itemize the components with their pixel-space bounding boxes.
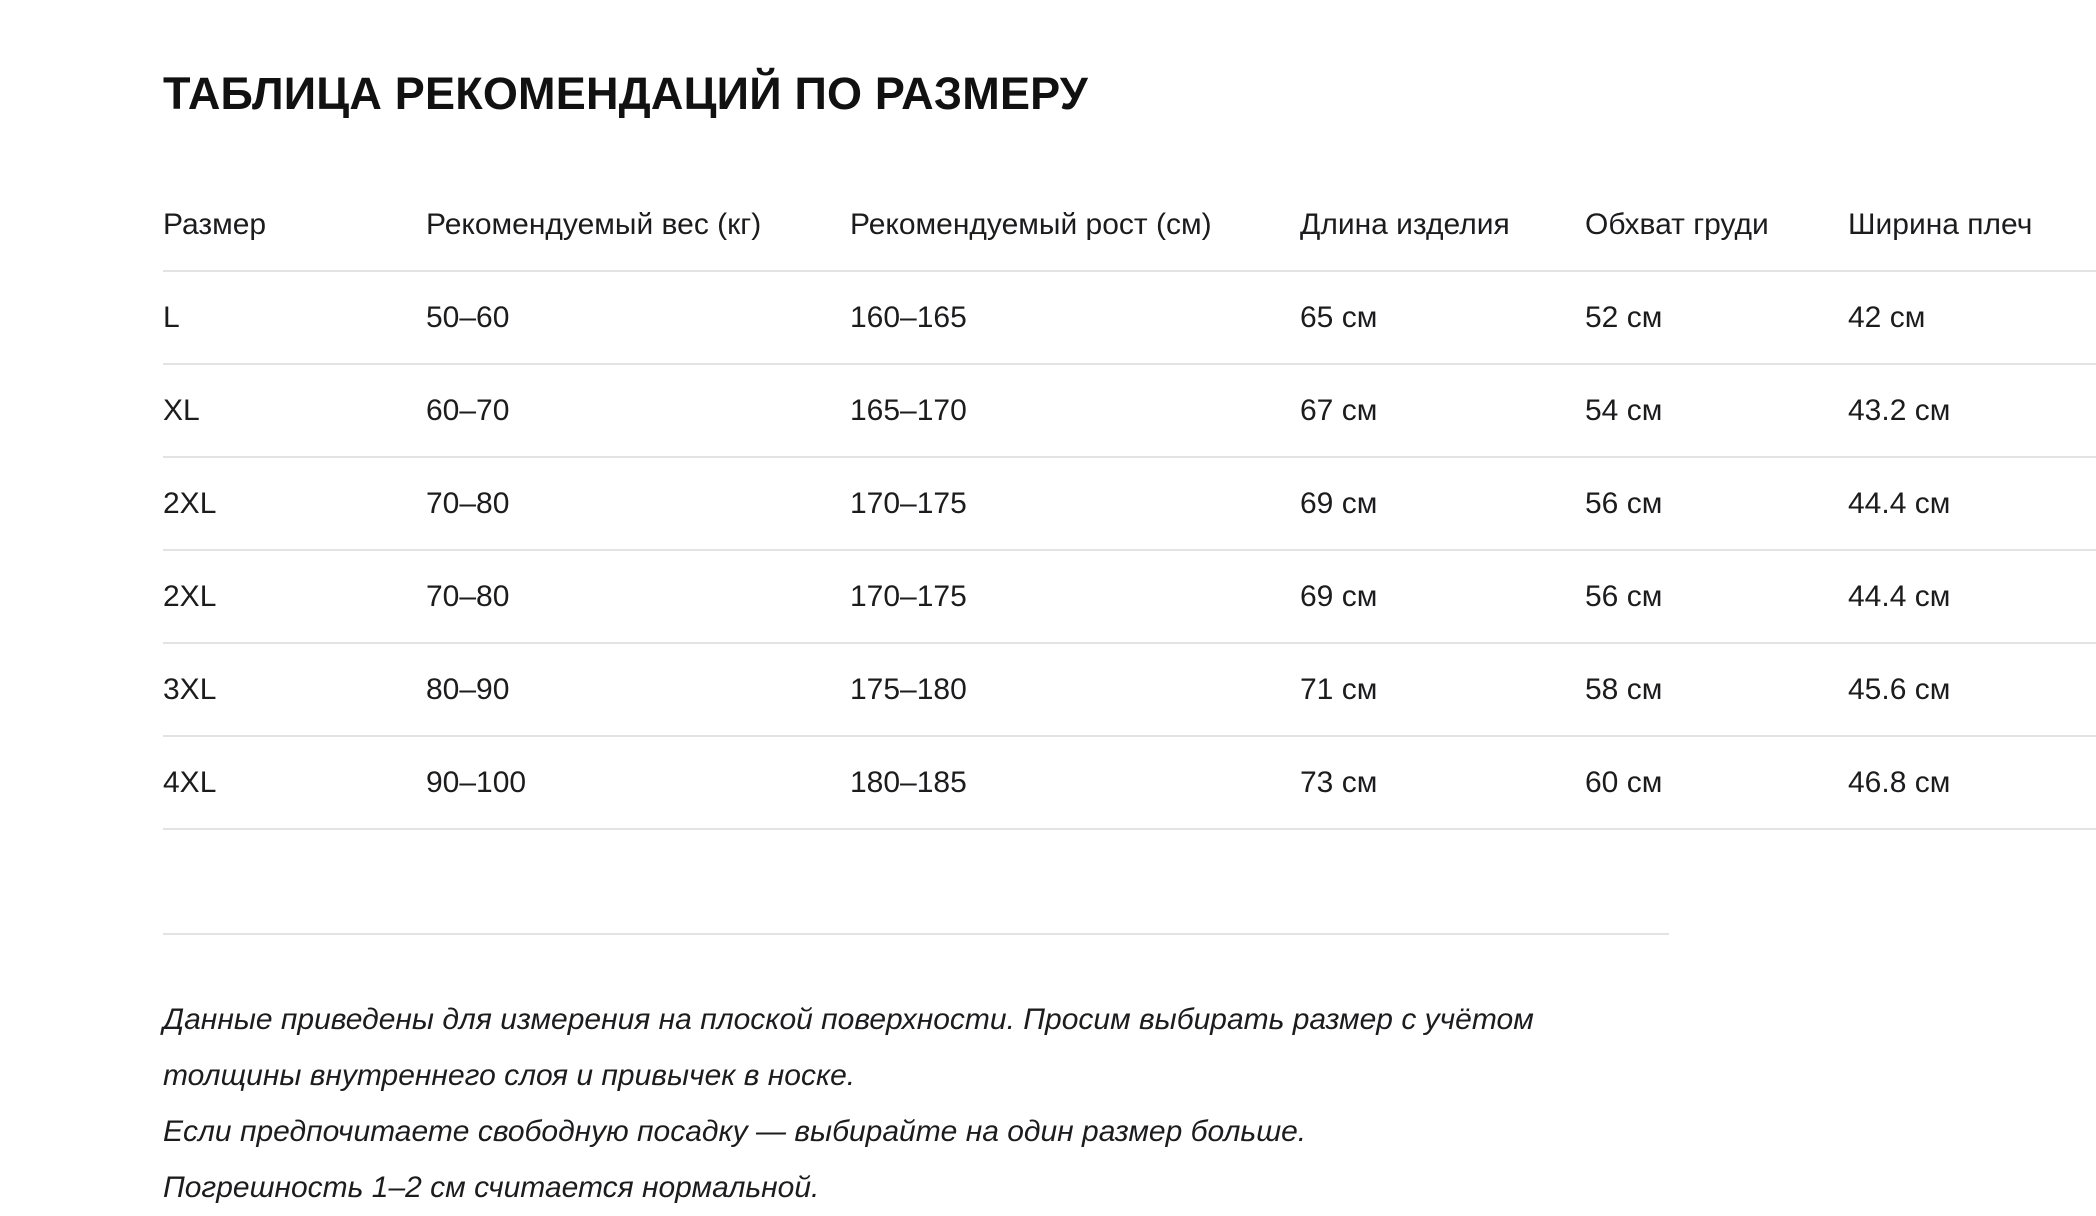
note-line: толщины внутреннего слоя и привычек в носке. [163,1059,856,1092]
cell-length: 73 см [1300,736,1585,829]
cell-length: 65 см [1300,271,1585,364]
note-line: Погрешность 1–2 см считается нормальной. [163,1171,820,1204]
header-size: Размер [163,180,426,271]
table-row [163,736,2096,829]
cell-weight: 80–90 [426,643,850,736]
header-shoulders: Ширина плеч [1848,180,2096,271]
section-divider [163,933,1669,935]
cell-weight: 50–60 [426,271,850,364]
cell-chest: 60 см [1585,736,1848,829]
header-height: Рекомендуемый рост (см) [850,180,1300,271]
table-row [163,364,2096,457]
page-title: ТАБЛИЦА РЕКОМЕНДАЦИЙ ПО РАЗМЕРУ [163,68,1088,119]
cell-size: L [163,271,426,364]
cell-shoulders: 42 см [1848,271,2096,364]
cell-height: 180–185 [850,736,1300,829]
header-chest: Обхват груди [1585,180,1848,271]
cell-length: 71 см [1300,643,1585,736]
cell-chest: 54 см [1585,364,1848,457]
cell-length: 67 см [1300,364,1585,457]
cell-shoulders: 46.8 см [1848,736,2096,829]
cell-shoulders: 45.6 см [1848,643,2096,736]
cell-chest: 52 см [1585,271,1848,364]
table-row [163,643,2096,736]
cell-height: 170–175 [850,457,1300,550]
cell-shoulders: 44.4 см [1848,550,2096,643]
cell-chest: 56 см [1585,457,1848,550]
cell-shoulders: 43.2 см [1848,364,2096,457]
header-weight: Рекомендуемый вес (кг) [426,180,850,271]
table-row [163,271,2096,364]
cell-length: 69 см [1300,550,1585,643]
cell-weight: 70–80 [426,550,850,643]
cell-size: 2XL [163,457,426,550]
table-header-row [163,180,2096,271]
cell-length: 69 см [1300,457,1585,550]
cell-height: 160–165 [850,271,1300,364]
cell-height: 170–175 [850,550,1300,643]
cell-size: 4XL [163,736,426,829]
size-notes [163,992,1863,1216]
table-row [163,550,2096,643]
size-guide [163,64,2096,1204]
cell-size: 3XL [163,643,426,736]
cell-weight: 90–100 [426,736,850,829]
size-table [163,180,2096,830]
cell-chest: 58 см [1585,643,1848,736]
note-line: Данные приведены для измерения на плоской поверхности. Просим выбирать размер с учётом [163,1003,1534,1036]
cell-chest: 56 см [1585,550,1848,643]
cell-size: 2XL [163,550,426,643]
cell-height: 175–180 [850,643,1300,736]
header-length: Длина изделия [1300,180,1585,271]
cell-shoulders: 44.4 см [1848,457,2096,550]
note-line: Если предпочитаете свободную посадку — выбирайте на один размер больше. [163,1115,1307,1148]
cell-height: 165–170 [850,364,1300,457]
cell-size: XL [163,364,426,457]
cell-weight: 60–70 [426,364,850,457]
table-row [163,457,2096,550]
cell-weight: 70–80 [426,457,850,550]
